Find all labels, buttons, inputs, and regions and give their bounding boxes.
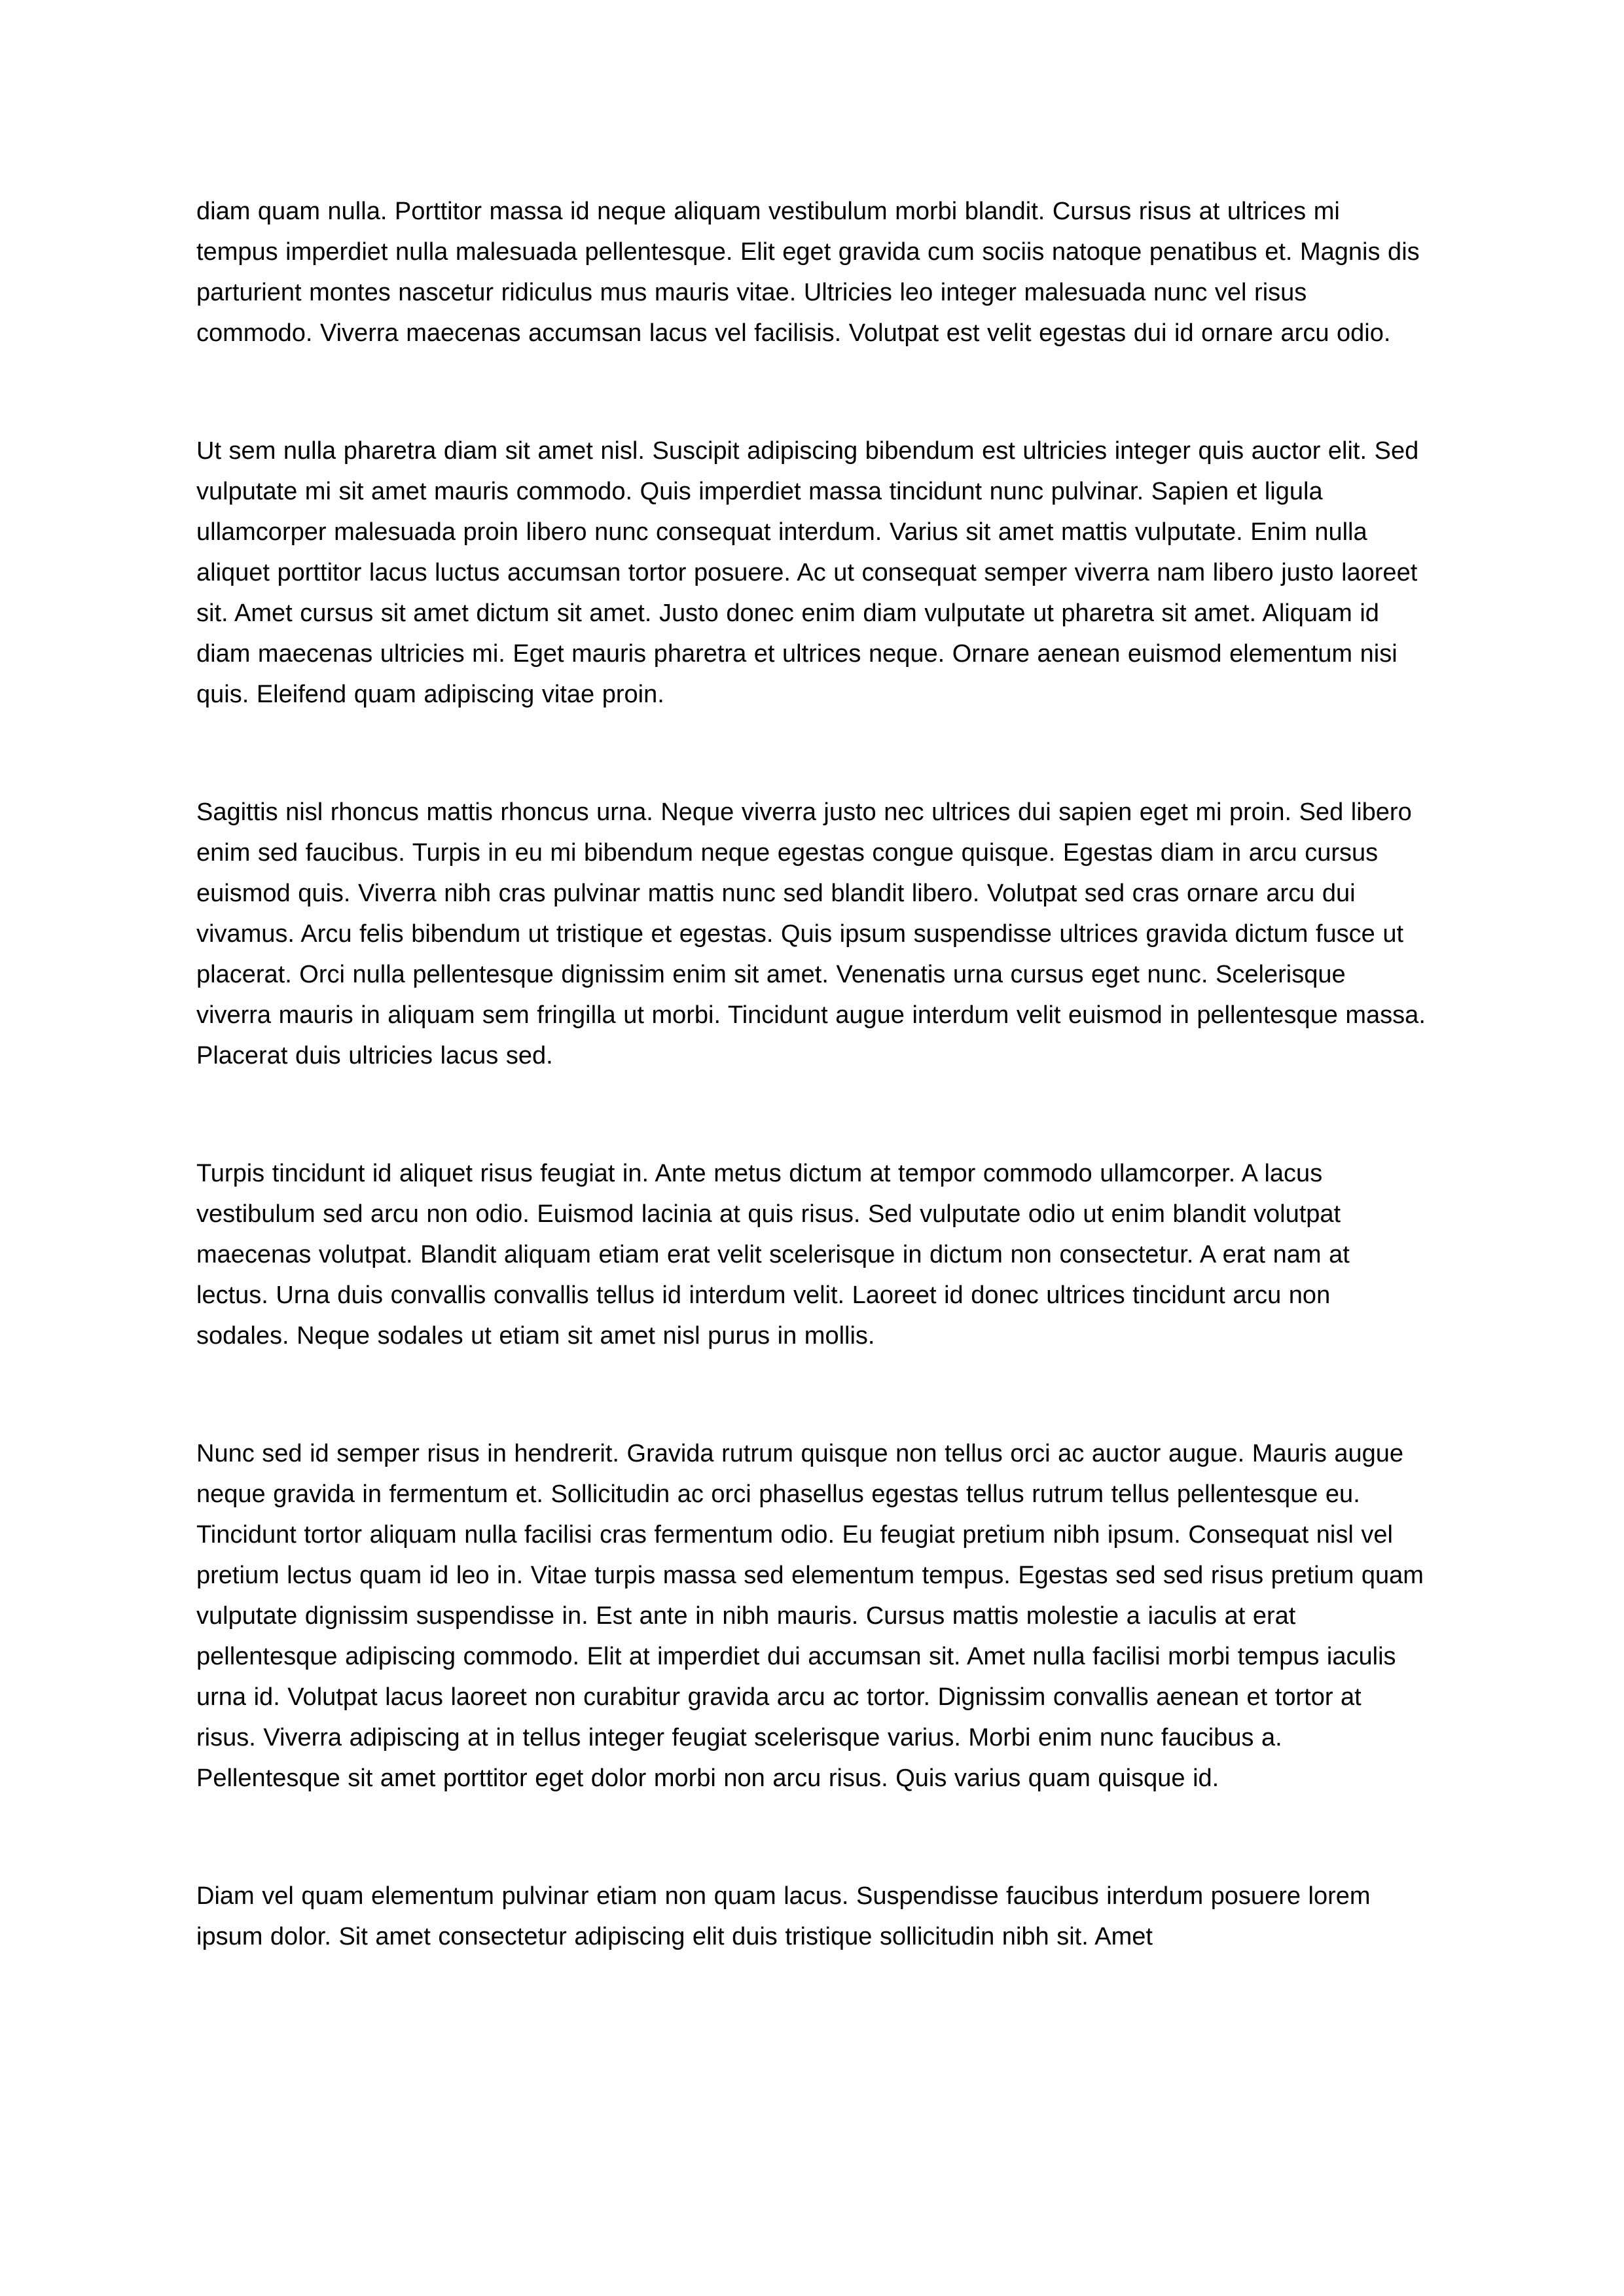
body-paragraph-4: Turpis tincidunt id aliquet risus feugiat in. Ante metus dictum at tempor commodo ullamcorper. A lacus vestibulum sed arcu non odio. Euismod lacinia at quis risus. Sed vulputate odio ut enim blandit volutpat maecenas volutpat. Blandit aliquam etiam erat velit scelerisque in dictum non consectetur. A erat nam at lectus. Urna duis convallis convallis tellus id interdum velit. Laoreet id donec ultrices tincidunt arcu non sodales. Neque sodales ut etiam sit amet nisl purus in mollis. — [196, 1160, 1350, 1350]
body-paragraph-5: Nunc sed id semper risus in hendrerit. Gravida rutrum quisque non tellus orci ac auctor augue. Mauris augue neque gravida in fermentum et. Sollicitudin ac orci phasellus egestas tellus rutrum tellus pellentesque eu. Tincidunt tortor aliquam nulla facilisi cras fermentum odio. Eu feugiat pretium nibh ipsum. Consequat nisl vel pretium lectus quam id leo in. Vitae turpis massa sed elementum tempus. Egestas sed sed risus pretium quam vulputate dignissim suspendisse in. Est ante in nibh mauris. Cursus mattis molestie a iaculis at erat pellentesque adipiscing commodo. Elit at imperdiet dui accumsan sit. Amet nulla facilisi morbi tempus iaculis urna id. Volutpat lacus laoreet non curabitur gravida arcu ac tortor. Dignissim convallis aenean et tortor at risus. Viverra adipiscing at in tellus integer feugiat scelerisque varius. Morbi enim nunc faucibus a. Pellentesque sit amet porttitor eget dolor morbi non arcu risus. Quis varius quam quisque id. — [196, 1440, 1424, 1792]
body-paragraph-2: Ut sem nulla pharetra diam sit amet nisl. Suscipit adipiscing bibendum est ultricies integer quis auctor elit. Sed vulputate mi sit amet mauris commodo. Quis imperdiet massa tincidunt nunc pulvinar. Sapien et ligula ullamcorper malesuada proin libero nunc consequat interdum. Varius sit amet mattis vulputate. Enim nulla aliquet porttitor lacus luctus accumsan tortor posuere. Ac ut consequat semper viverra nam libero justo laoreet sit. Amet cursus sit amet dictum sit amet. Justo donec enim diam vulputate ut pharetra sit amet. Aliquam id diam maecenas ultricies mi. Eget mauris pharetra et ultrices neque. Ornare aenean euismod elementum nisi quis. Eleifend quam adipiscing vitae proin. — [196, 437, 1419, 708]
body-paragraph-6: Diam vel quam elementum pulvinar etiam non quam lacus. Suspendisse faucibus interdum posuere lorem ipsum dolor. Sit amet consectetur adipiscing elit duis tristique sollicitudin nibh sit. Amet — [196, 1882, 1371, 1950]
body-paragraph-1: diam quam nulla. Porttitor massa id neque aliquam vestibulum morbi blandit. Cursus risus at ultrices mi tempus imperdiet nulla malesuada pellentesque. Elit eget gravida cum sociis natoque penatibus et. Magnis dis parturient montes nascetur ridiculus mus mauris vitae. Ultricies leo integer malesuada nunc vel risus commodo. Viverra maecenas accumsan lacus vel facilisis. Volutpat est velit egestas dui id ornare arcu odio. — [196, 198, 1420, 347]
body-paragraph-3: Sagittis nisl rhoncus mattis rhoncus urna. Neque viverra justo nec ultrices dui sapien eget mi proin. Sed libero enim sed faucibus. Turpis in eu mi bibendum neque egestas congue quisque. Egestas diam in arcu cursus euismod quis. Viverra nibh cras pulvinar mattis nunc sed blandit libero. Volutpat sed cras ornare arcu dui vivamus. Arcu felis bibendum ut tristique et egestas. Quis ipsum suspendisse ultrices gravida dictum fusce ut placerat. Orci nulla pellentesque dignissim enim sit amet. Venenatis urna cursus eget nunc. Scelerisque viverra mauris in aliquam sem fringilla ut morbi. Tincidunt augue interdum velit euismod in pellentesque massa. Placerat duis ultricies lacus sed. — [196, 798, 1426, 1069]
